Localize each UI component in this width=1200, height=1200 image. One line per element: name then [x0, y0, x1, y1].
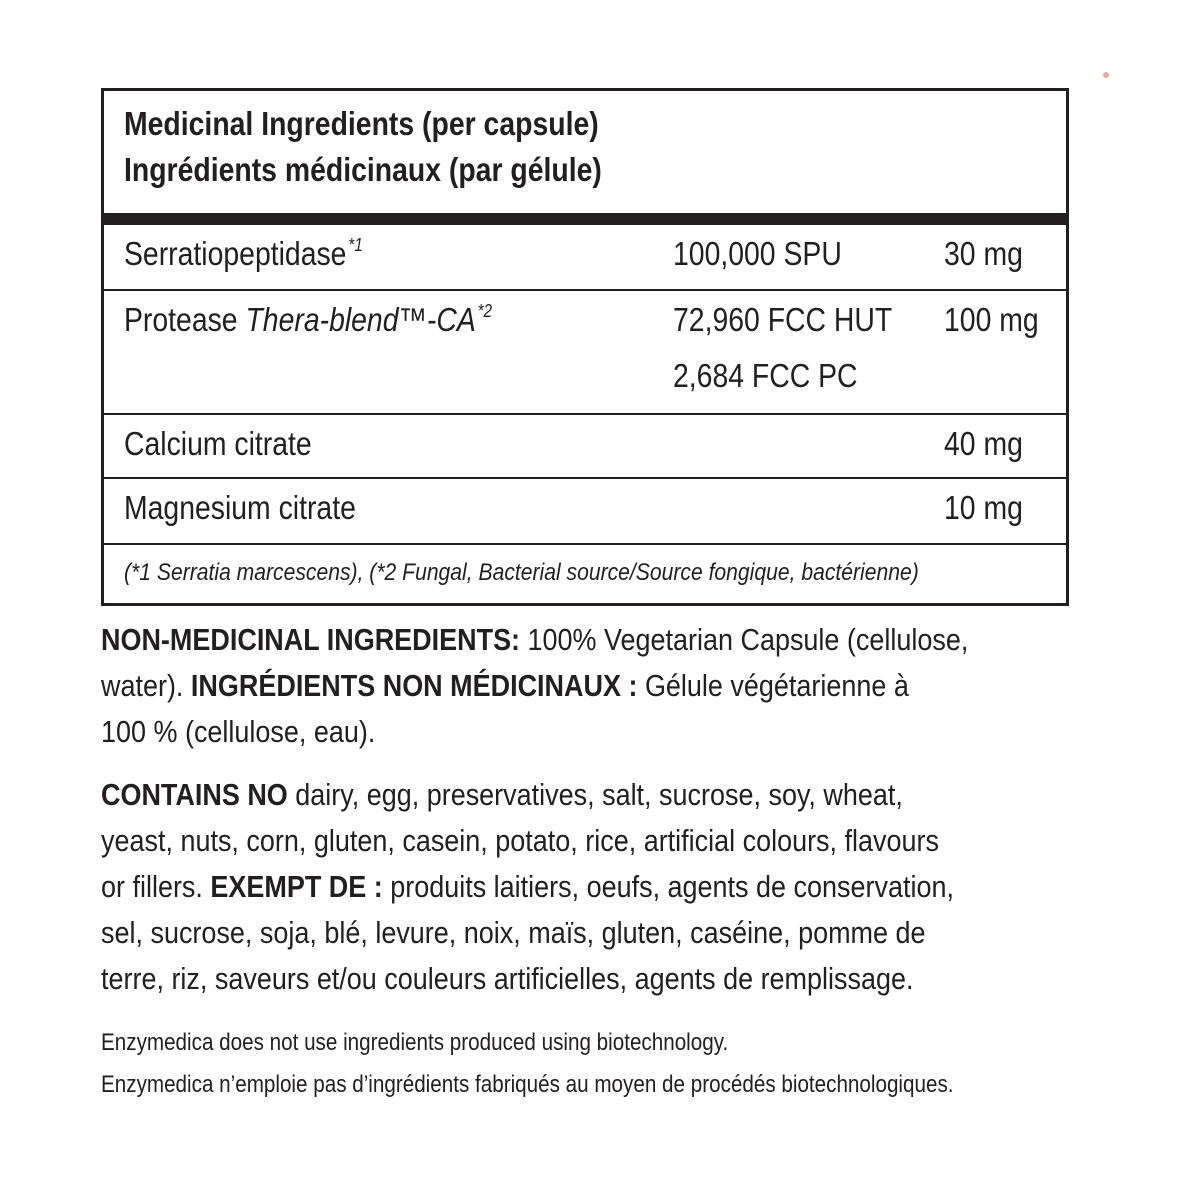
- exempt-de-label: EXEMPT DE :: [210, 869, 383, 904]
- ingredient-row: [104, 291, 1066, 415]
- non-medicinal-label-en: NON-MEDICINAL INGREDIENTS:: [101, 622, 521, 657]
- biotech-statement: [101, 1022, 954, 1106]
- ingredient-name: Calcium citrate: [124, 425, 312, 462]
- ingredient-name: Serratiopeptidase$^{*1}$: [124, 235, 363, 272]
- corner-dot: [1103, 72, 1109, 78]
- biotech-statement-fr: Enzymedica n’emploie pas d’ingrédients fabriqués au moyen de procédés biotechnologiques.: [101, 1071, 954, 1098]
- ingredient-activity-secondary: 2,684 FCC PC: [673, 357, 858, 394]
- ingredient-activity: 72,960 FCC HUT: [673, 301, 893, 338]
- ingredient-amount: 40 mg: [944, 425, 1023, 462]
- header-title-fr: Ingrédients médicinaux (par gélule): [124, 151, 602, 188]
- medicinal-ingredients-panel: [101, 88, 1069, 606]
- ingredient-activity: 100,000 SPU: [673, 235, 842, 272]
- contains-no-label: CONTAINS NO: [101, 777, 288, 812]
- ingredient-name: Magnesium citrate: [124, 489, 356, 526]
- ingredient-amount: 100 mg: [944, 301, 1039, 338]
- panel-header: [104, 91, 1066, 225]
- ingredient-amount: 30 mg: [944, 235, 1023, 272]
- ingredient-row: [104, 479, 1066, 545]
- header-title-en: Medicinal Ingredients (per capsule): [124, 105, 599, 142]
- contains-no-statement: CONTAINS NO dairy, egg, preservatives, salt, sucrose, soy, wheat, yeast, nuts, corn, gluten, casein, potato, rice, artificial colours, flavours or fillers. EXEMPT DE : produits laitiers, oeufs, agents de conservation, sel, sucrose, soja, blé, levure, noix, maïs, gluten, caséine, pomme de terre, riz, saveurs et/ou couleurs artificielles, agents de remplissage.: [101, 777, 954, 996]
- ingredient-amount: 10 mg: [944, 489, 1023, 526]
- source-footnote: (*1 Serratia marcescens), (*2 Fungal, Bacterial source/Source fongique, bactérienne): [124, 559, 919, 586]
- ingredient-row: [104, 225, 1066, 291]
- ingredient-name: Protease Thera-blend™-CA$^{*2}$: [124, 301, 493, 338]
- non-medicinal-ingredients: NON-MEDICINAL INGREDIENTS: 100% Vegetarian Capsule (cellulose, water). INGRÉDIENTS NON MÉDICINAUX : Gélule végétarienne à 100 % (cellulose, eau).: [101, 622, 969, 749]
- non-medicinal-label-fr: INGRÉDIENTS NON MÉDICINAUX :: [190, 668, 638, 703]
- ingredient-row: [104, 415, 1066, 479]
- biotech-statement-en: Enzymedica does not use ingredients produced using biotechnology.: [101, 1029, 729, 1056]
